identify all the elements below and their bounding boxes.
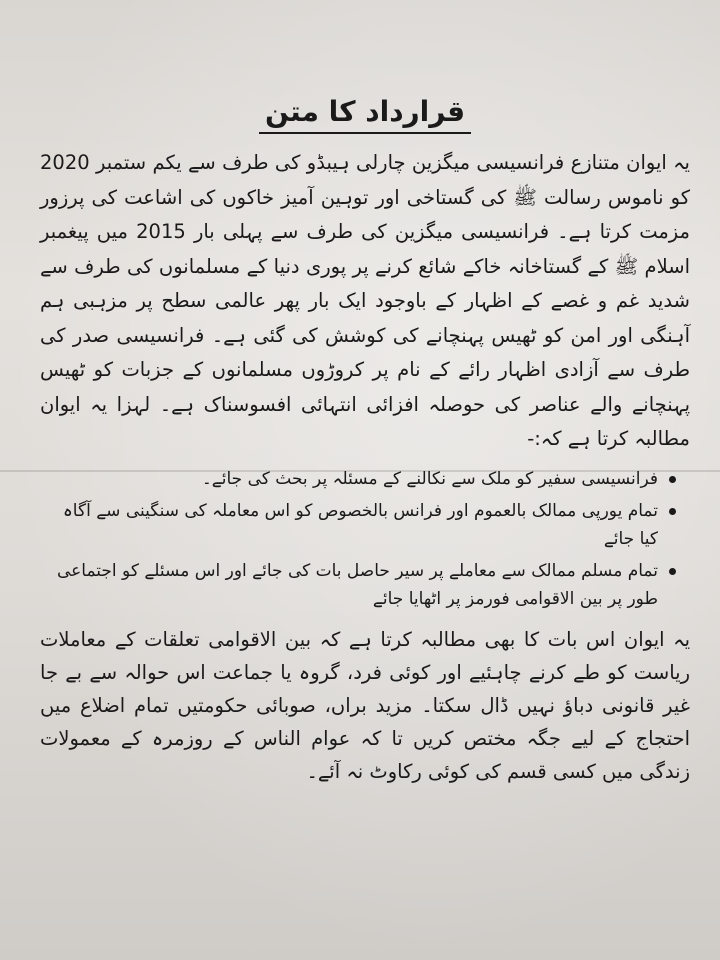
resolution-paragraph-2: یہ ایوان اس بات کا بھی مطالبہ کرتا ہے کہ بین الاقوامی تعلقات کے معاملات ریاست کو طے کرنے چاہئیے اور کوئی فرد، گروہ یا جماعت اس حوالہ سے بے جا غیر قانونی دباؤ نہیں ڈال سکتا۔ مزید براں، صوبائی حکومتیں تمام اضلاع میں احتجاج کے لیے جگہ مختص کریں تا کہ عوام الناس کے روزمرہ کے معمولات زندگی میں کسی قسم کی کوئی رکاوٹ نہ آئے۔ — [40, 627, 690, 783]
bullet-icon — [669, 476, 676, 483]
demand-item — [40, 465, 676, 493]
resolution-document — [40, 95, 690, 788]
demands-list — [40, 465, 690, 613]
demand-text: تمام مسلم ممالک سے معاملے پر سیر حاصل بات کی جائے اور اس مسئلے کو اجتماعی طور پر بین الاقوامی فورمز پر اٹھایا جائے — [56, 560, 658, 609]
resolution-paragraph-1: یہ ایوان متنازع فرانسیسی میگزین چارلی ہیبڈو کی طرف سے یکم ستمبر 2020 کو ناموس رسالت ﷺ کی گستاخی اور توہین آمیز خاکوں کی اشاعت کی پرزور مزمت کرتا ہے۔ فرانسیسی میگزین کی طرف سے پہلی بار 2015 میں پیغمبر اسلام ﷺ کے گستاخانہ خاکے شائع کرنے پر پوری دنیا کے مسلمانوں کی طرف سے شدید غم و غصے کے اظہار کے باوجود ایک بار پھر عالمی سطح پر مزہبی ہم آہنگی اور امن کو ٹھیس پہنچانے کی کوشش کی گئی ہے۔ فرانسیسی صدر کی طرف سے آزادی اظہار رائے کے نام پر کروڑوں مسلمانوں کے جزبات کو ٹھیس پہنچانے والے عناصر کی حوصلہ افزائی انتہائی افسوسناک ہے۔ لہزا یہ ایوان مطالبہ کرتا ہے کہ:- — [40, 151, 690, 450]
demand-item — [40, 497, 676, 553]
demand-text: تمام یورپی ممالک بالعموم اور فرانس بالخصوص کو اس معاملہ کی سنگینی سے آگاہ کیا جائے — [62, 500, 658, 549]
bullet-icon — [669, 568, 676, 575]
demand-text: فرانسیسی سفیر کو ملک سے نکالنے کے مسئلہ پر بحث کی جائے۔ — [201, 468, 658, 489]
document-title — [40, 95, 690, 128]
demand-item — [40, 557, 676, 613]
bullet-icon — [669, 508, 676, 515]
document-title-text: قرارداد کا متن — [259, 95, 471, 134]
